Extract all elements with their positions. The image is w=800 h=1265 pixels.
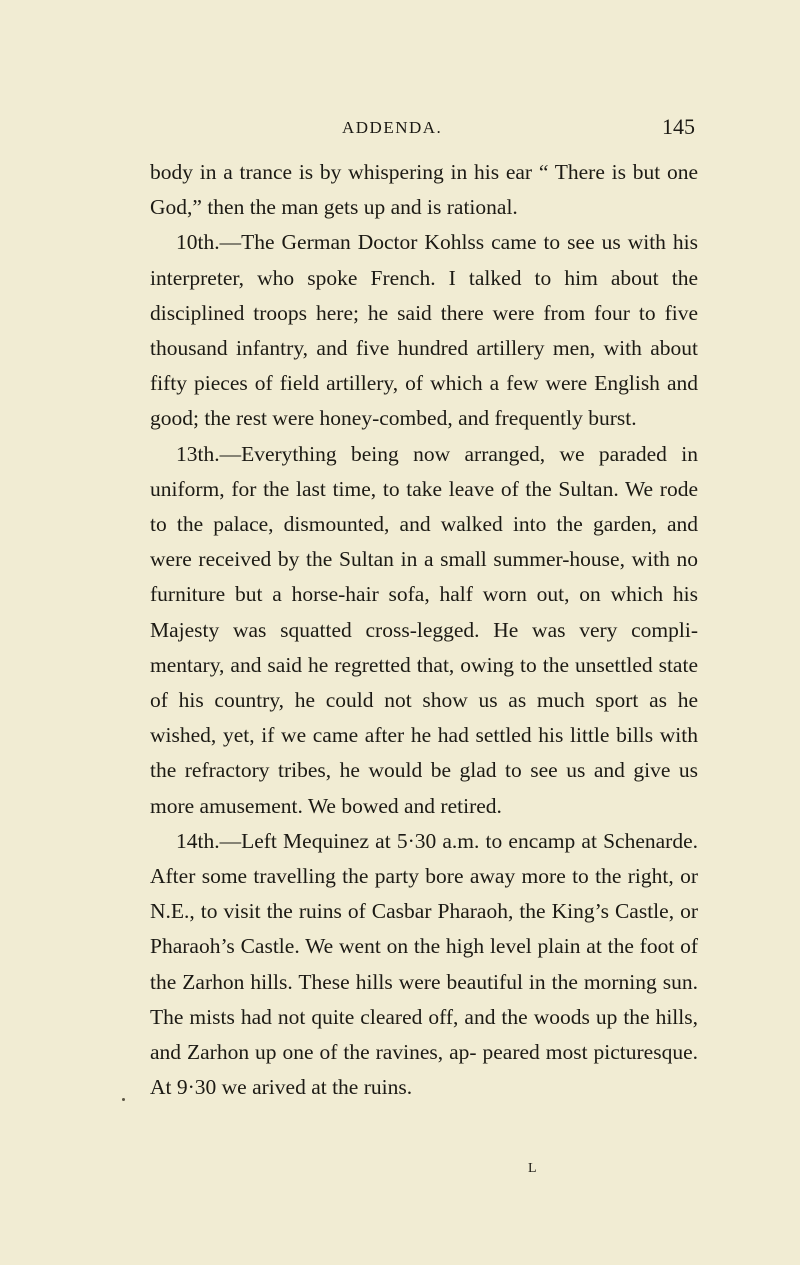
body-text <box>150 155 698 1105</box>
paragraph-14th: 14th.—Left Mequinez at 5·30 a.m. to encamp at Schenarde. After some travelling the party bore away more to the right, or N.E., to visit the ruins of Casbar Pharaoh, the King’s Castle, or Pharaoh’s Castle. We went on the high level plain at the foot of the Zarhon hills. These hills were beautiful in the morning sun. The mists had not quite cleared off, and the woods up the hills, and Zarhon up one of the ravines, ap- peared most picturesque. At 9·30 we arived at the ruins. <box>150 828 698 1100</box>
page-number: 145 <box>662 114 695 139</box>
paragraph-10th: 10th.—The German Doctor Kohlss came to see us with his interpreter, who spoke French. I talked to him about the disciplined troops here; he said there were from four to five thousand infantry, and five hundred artillery men, with about fifty pieces of field artillery, of which a few were English and good; the rest were honey-combed, and frequently burst. <box>150 230 698 431</box>
paper-speck <box>122 1098 125 1101</box>
running-head: ADDENDA. <box>342 118 443 137</box>
signature-mark: L <box>528 1161 537 1176</box>
paragraph-continuation: body in a trance is by whispering in his ear “ There is but one God,” then the man gets up and is rational. <box>150 160 698 220</box>
paragraph-13th: 13th.—Everything being now arranged, we paraded in uniform, for the last time, to take leave of the Sultan. We rode to the palace, dismounted, and walked into the garden, and were received by the Sultan in a small summer-house, with no furniture but a horse-hair sofa, half worn out, on which his Majesty was squatted cross-legged. He was very compli- mentary, and said he regretted that, owing to the unsettled state of his country, he could not show us as much sport as he wished, yet, if we came after he had settled his little bills with the refractory tribes, he would be glad to see us and give us more amusement. We bowed and retired. <box>150 441 698 818</box>
page-header <box>150 114 695 144</box>
